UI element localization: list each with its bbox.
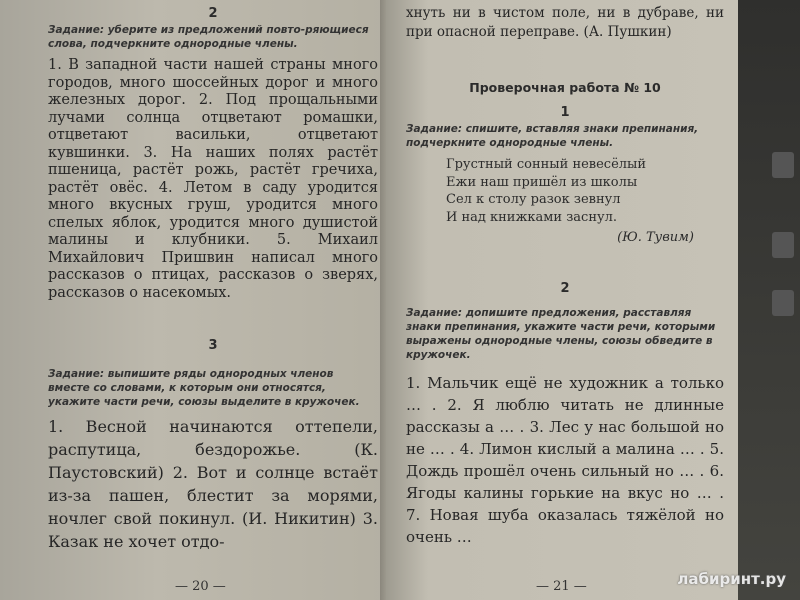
- poem-line: Сел к столу разок зевнул: [446, 192, 621, 207]
- laptop-key: [772, 152, 794, 178]
- section-number: 2: [560, 281, 570, 296]
- page-number: — 20 —: [175, 579, 226, 594]
- laptop-key: [772, 232, 794, 258]
- exercise-text: 1. Мальчик ещё не художник а только … . 2. Я люблю читать не длинные рассказы а … . 3. Лес у нас большой но не … . 4. Лимон кислый а малина … . 5. Дождь прошёл очень сильный но … . 6. Ягоды калины горькие на вкус но … . 7. Новая шуба оказалась тяжёлой но очень …: [406, 374, 724, 546]
- task-instruction: Задание: допишите предложения, расставляя знаки препинания, укажите части речи, которыми выражены однородные члены, союзы обведите в кружочек.: [406, 307, 716, 361]
- laptop-key: [772, 290, 794, 316]
- left-page: [0, 0, 392, 600]
- right-page: [386, 0, 738, 600]
- poem: [446, 156, 724, 226]
- task-instruction: Задание: выпишите ряды однородных членов вместе со словами, к которым они относятся, укажите части речи, союзы выделите в кружочек.: [48, 368, 360, 408]
- continuation-text: хнуть ни в чистом поле, ни в дубраве, ни при опасной переправе. (А. Пушкин): [406, 5, 724, 40]
- poem-author: (Ю. Тувим): [617, 230, 694, 245]
- laptop-edge: [738, 0, 800, 600]
- watermark-logo: лабиринт.ру: [677, 570, 786, 588]
- exercise-text: 1. В западной части нашей страны много городов, много шоссейных дорог и много железных дорог. 2. Под прощальными лучами солнца отцветают ромашки, отцветают васильки, отцветают кувшинки. 3. На наших полях растёт пшеница, растёт рожь, растёт гречиха, растёт овёс. 4. Летом в саду уродится много вкусных груш, уродится много спелых яблок, уродится много душистой малины и клубники. 5. Михаил Михайлович Пришвин написал много рассказов о птицах, рассказов о зверях, рассказов о насекомых.: [48, 57, 378, 301]
- task-instruction: Задание: спишите, вставляя знаки препинания, подчеркните однородные члены.: [406, 123, 699, 149]
- task-instruction: Задание: уберите из предложений повто-ряющиеся слова, подчеркните однородные члены.: [48, 24, 369, 50]
- exercise-text: 1. Весной начинаются оттепели, распутица, бездорожье. (К. Паустовский) 2. Вот и солнце встаёт из-за пашен, блестит за морями, ночлег свой покинул. (И. Никитин) 3. Казак не хочет отдо-: [48, 417, 378, 551]
- section-number: 1: [560, 105, 570, 120]
- work-title: Проверочная работа № 10: [469, 80, 661, 95]
- section-number: 3: [208, 338, 218, 353]
- poem-line: И над книжками заснул.: [446, 209, 618, 225]
- poem-line: Ежи наш пришёл из школы: [446, 174, 638, 190]
- poem-line: Грустный сонный невесёлый: [446, 157, 647, 172]
- page-number: — 21 —: [536, 579, 587, 594]
- section-number: 2: [208, 6, 218, 21]
